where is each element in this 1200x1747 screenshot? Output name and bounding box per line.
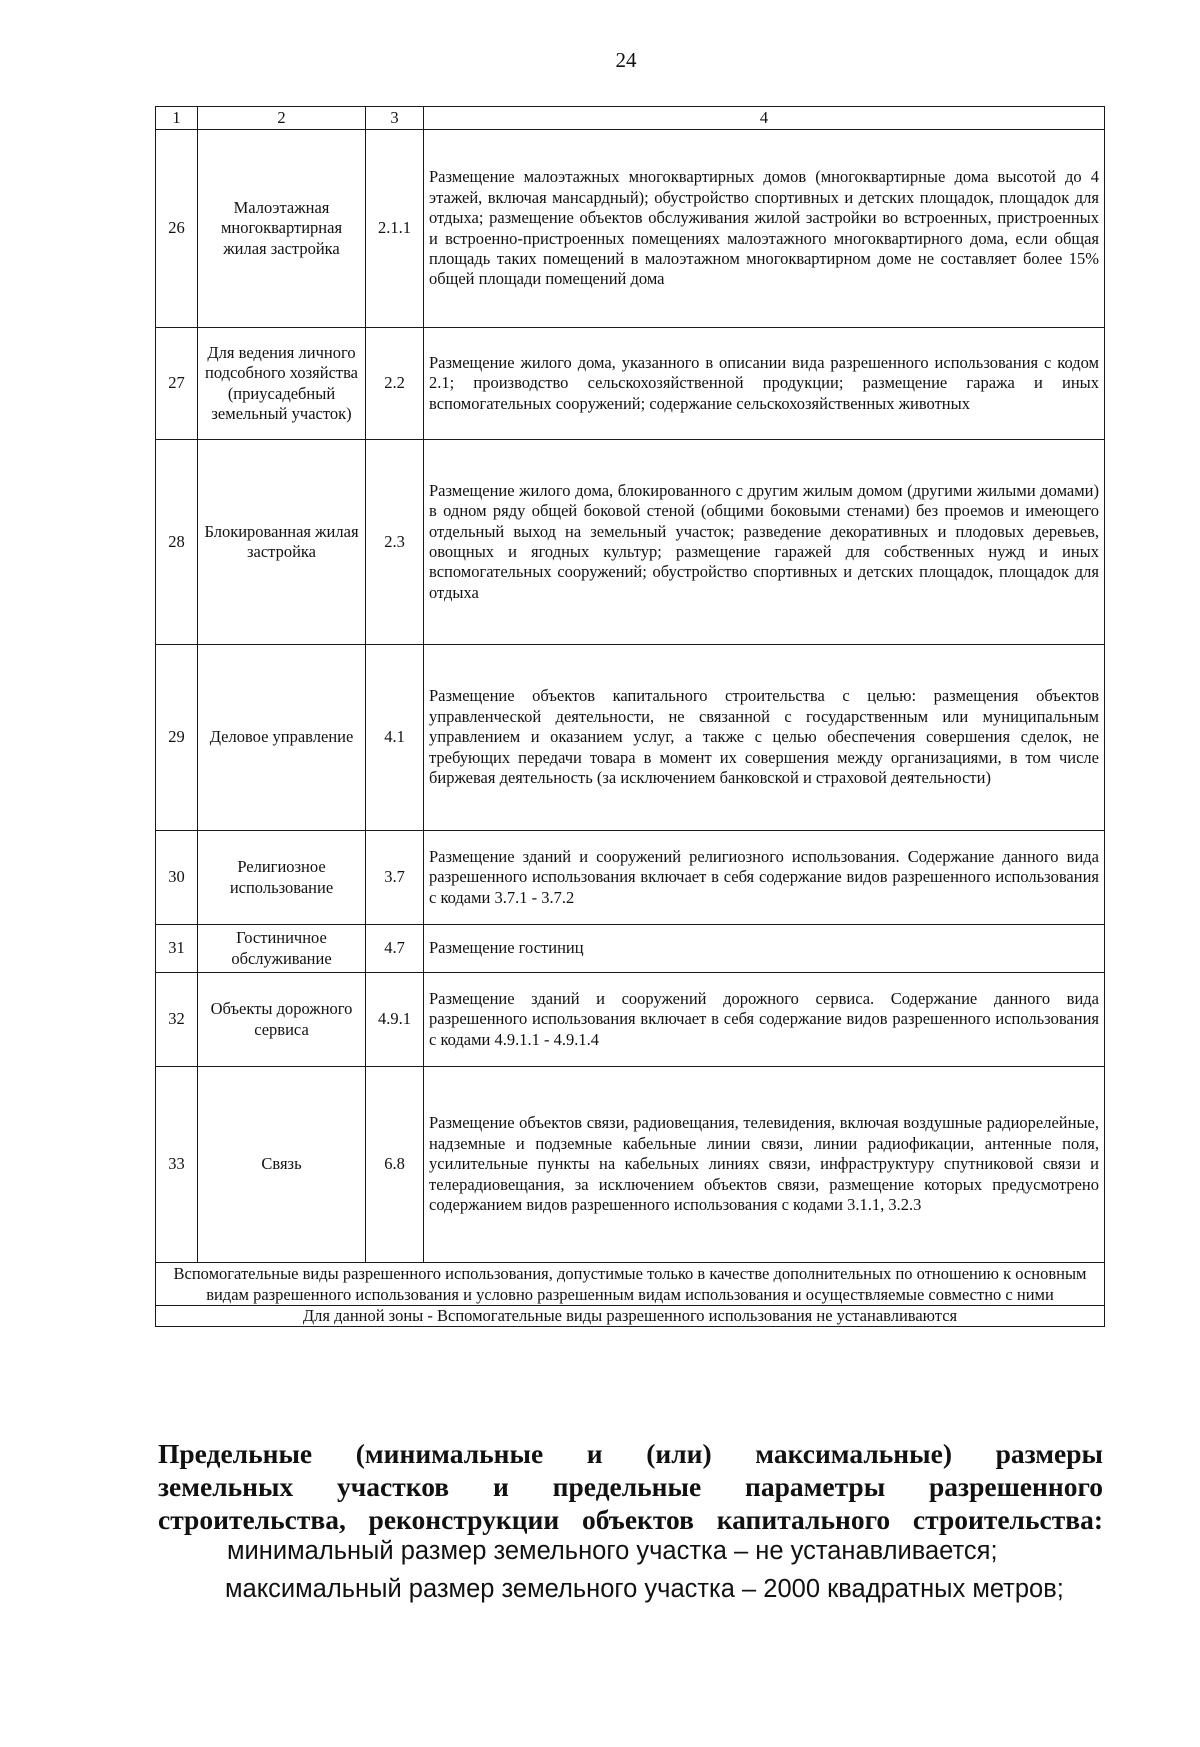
column-header: 2 xyxy=(198,107,366,130)
use-type-description: Размещение зданий и сооружений религиозного использования. Содержание данного вида разрешенного использования включает в себя содержание видов разрешенного использования с кодами 3.7.1 - 3.7.2 xyxy=(424,831,1105,925)
page-number: 24 xyxy=(615,48,637,72)
use-type-name: Для ведения личного подсобного хозяйства (приусадебный земельный участок) xyxy=(198,328,366,440)
auxiliary-uses-header: Вспомогательные виды разрешенного использования, допустимые только в качестве дополнительных по отношению к основным видам разрешенного использования и условно разрешенным видам использования и осуществляемые совместно с ними xyxy=(156,1263,1105,1306)
column-header: 1 xyxy=(156,107,198,130)
use-type-name: Блокированная жилая застройка xyxy=(198,440,366,645)
use-type-code: 3.7 xyxy=(366,831,424,925)
row-number: 26 xyxy=(156,130,198,328)
use-type-description: Размещение жилого дома, блокированного с другим жилым домом (другими жилыми домами) в одном ряду общей боковой стеной (общими боковыми стенами) без проемов и имеющего отдельный выход на земельный участок; разведение декоративных и плодовых деревьев, овощных и ягодных культур; размещение гаражей для собственных нужд и иных вспомогательных сооружений; обустройство спортивных и детских площадок, площадок для отдыха xyxy=(424,440,1105,645)
use-type-name: Гостиничное обслуживание xyxy=(198,925,366,973)
use-type-name: Объекты дорожного сервиса xyxy=(198,973,366,1067)
table-row xyxy=(156,973,1105,1067)
table-row xyxy=(156,831,1105,925)
use-type-description: Размещение малоэтажных многоквартирных домов (многоквартирные дома высотой до 4 этажей, включая мансардный); обустройство спортивных и детских площадок, площадок для отдыха; размещение объектов обслуживания жилой застройки во встроенных, пристроенных и встроенно-пристроенных помещениях малоэтажного многоквартирного дома, если общая площадь таких помещений в малоэтажном многоквартирном доме не составляет более 15% общей площади помещений дома xyxy=(424,130,1105,328)
row-number: 33 xyxy=(156,1067,198,1263)
use-type-description: Размещение гостиниц xyxy=(424,925,1105,973)
auxiliary-uses-note: Для данной зоны - Вспомогательные виды разрешенного использования не устанавливаются xyxy=(156,1306,1105,1327)
use-type-name: Связь xyxy=(198,1067,366,1263)
use-type-code: 2.1.1 xyxy=(366,130,424,328)
row-number: 27 xyxy=(156,328,198,440)
use-type-description: Размещение объектов капитального строительства с целью: размещения объектов управленческой деятельности, не связанной с государственным или муниципальным управлением и оказанием услуг, а также с целью обеспечения совершения сделок, не требующих передачи товара в момент их совершения между организациями, в том числе биржевая деятельность (за исключением банковской и страховой деятельности) xyxy=(424,645,1105,831)
table-row xyxy=(156,440,1105,645)
table-row xyxy=(156,328,1105,440)
parameter-min-size: минимальный размер земельного участка – не устанавливается; xyxy=(227,1537,998,1565)
land-use-table xyxy=(155,106,1105,1327)
table-row xyxy=(156,925,1105,973)
heading-line: Предельные (минимальные и (или) максимальные) размеры xyxy=(158,1438,1103,1469)
heading-line: земельных участков и предельные параметры разрешенного xyxy=(158,1471,1103,1502)
use-type-description: Размещение жилого дома, указанного в описании вида разрешенного использования с кодом 2.1; производство сельскохозяйственной продукции; размещение гаража и иных вспомогательных сооружений; содержание сельскохозяйственных животных xyxy=(424,328,1105,440)
table-row xyxy=(156,645,1105,831)
parameter-max-size: максимальный размер земельного участка – 2000 квадратных метров; xyxy=(225,1575,1064,1603)
row-number: 31 xyxy=(156,925,198,973)
use-type-name: Деловое управление xyxy=(198,645,366,831)
table-row xyxy=(156,1067,1105,1263)
column-header: 4 xyxy=(424,107,1105,130)
parameters-heading xyxy=(158,1437,1103,1536)
auxiliary-note-row xyxy=(156,1306,1105,1327)
column-header: 3 xyxy=(366,107,424,130)
table-header-row xyxy=(156,107,1105,130)
use-type-name: Религиозное использование xyxy=(198,831,366,925)
table-row xyxy=(156,130,1105,328)
use-type-description: Размещение объектов связи, радиовещания, телевидения, включая воздушные радиорелейные, надземные и подземные кабельные линии связи, линии радиофикации, антенные поля, усилительные пункты на кабельных линиях связи, инфраструктуру спутниковой связи и телерадиовещания, за исключением объектов связи, размещение которых предусмотрено содержанием видов разрешенного использования с кодами 3.1.1, 3.2.3 xyxy=(424,1067,1105,1263)
row-number: 28 xyxy=(156,440,198,645)
use-type-name: Малоэтажная многоквартирная жилая застройка xyxy=(198,130,366,328)
heading-line: строительства, реконструкции объектов капитального строительства: xyxy=(158,1504,1103,1535)
auxiliary-header-row xyxy=(156,1263,1105,1306)
use-type-code: 4.1 xyxy=(366,645,424,831)
use-type-code: 6.8 xyxy=(366,1067,424,1263)
row-number: 30 xyxy=(156,831,198,925)
row-number: 29 xyxy=(156,645,198,831)
use-type-description: Размещение зданий и сооружений дорожного сервиса. Содержание данного вида разрешенного использования включает в себя содержание видов разрешенного использования с кодами 4.9.1.1 - 4.9.1.4 xyxy=(424,973,1105,1067)
row-number: 32 xyxy=(156,973,198,1067)
use-type-code: 4.7 xyxy=(366,925,424,973)
use-type-code: 2.2 xyxy=(366,328,424,440)
use-type-code: 4.9.1 xyxy=(366,973,424,1067)
use-type-code: 2.3 xyxy=(366,440,424,645)
